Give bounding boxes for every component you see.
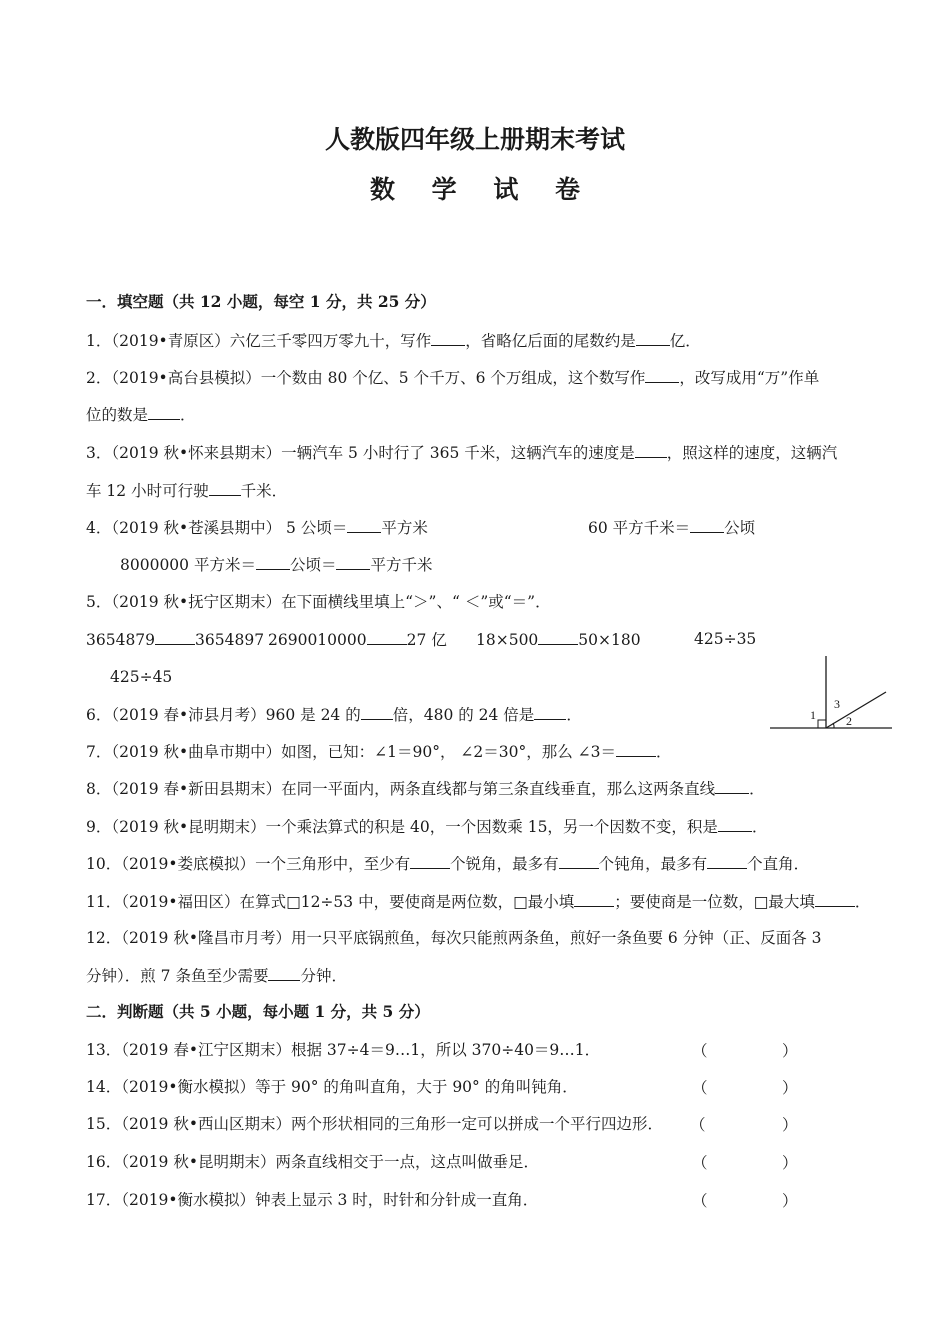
answer-blank[interactable] (347, 516, 381, 533)
q2-text-c: 位的数是 (86, 406, 149, 424)
q2-text-d: ． (180, 406, 196, 424)
q10-text-a: 10．（2019•娄底模拟）一个三角形中，至少有 (86, 855, 411, 873)
q4-text-e: 8000000 平方米＝ (120, 556, 256, 574)
angle-label-3: 3 (834, 697, 840, 711)
q9-text-a: 9．（2019 秋•昆明期末）一个乘法算式的积是 40，一个因数乘 15，另一个因数不变，积是 (86, 818, 718, 836)
question-9 (86, 815, 767, 838)
angle-label-1: 1 (810, 708, 816, 722)
q5-text-e: 27 亿 (406, 631, 447, 649)
answer-paren-open[interactable]: （ (692, 1042, 708, 1060)
answer-paren-open[interactable]: （ (692, 1154, 708, 1172)
q5-text-b: 3654879 (86, 631, 156, 649)
answer-blank[interactable] (616, 740, 656, 757)
question-16: 16．（2019 秋•昆明期末）两条直线相交于一点，这点叫做垂足． (86, 1153, 539, 1171)
answer-paren-close: ） (782, 1192, 798, 1210)
q3-text-c: 车 12 小时可行驶 (86, 482, 209, 500)
answer-blank[interactable] (690, 516, 724, 533)
q4-text-f: 公顷＝ (289, 556, 337, 574)
q7-text-a: 7．（2019 秋•曲阜市期中）如图，已知：∠1＝90°， ∠2＝30°，那么 ∠3＝ (86, 743, 616, 761)
question-6 (86, 703, 582, 726)
q6-text-c: ． (566, 706, 582, 724)
q8-text-b: ． (749, 780, 765, 798)
answer-blank[interactable] (715, 777, 749, 794)
answer-blank[interactable] (815, 890, 855, 907)
answer-blank[interactable] (410, 852, 450, 869)
section-heading-true-false: 二．判断题（共 5 小题，每小题 1 分，共 5 分） (86, 1002, 430, 1021)
q7-text-b: ． (655, 743, 672, 761)
question-7 (86, 740, 672, 763)
q1-text-b: ，省略亿后面的尾数约是 (465, 332, 636, 350)
question-4 (86, 516, 428, 539)
right-angle-mark (818, 720, 826, 728)
angle-label-2: 2 (846, 714, 852, 728)
question-14: 14．（2019•衡水模拟）等于 90° 的角叫直角，大于 90° 的角叫钝角． (86, 1078, 578, 1096)
answer-blank[interactable] (574, 890, 614, 907)
q5-text-c: 3654897 (195, 631, 265, 649)
q5-text-h: 425÷35 (694, 630, 757, 648)
q12-text-c: 分钟． (300, 967, 347, 985)
section-heading-fill-in: 一．填空题（共 12 小题，每空 1 分，共 25 分） (86, 292, 436, 311)
answer-blank[interactable] (534, 703, 566, 720)
question-4-part-2 (588, 516, 755, 539)
q1-text-c: 亿． (669, 332, 701, 350)
answer-paren-open[interactable]: （ (692, 1079, 708, 1097)
answer-blank[interactable] (367, 628, 407, 645)
q1-text-a: 1．（2019•青原区）六亿三千零四万零九十，写作 (86, 332, 432, 350)
q2-text-a: 2．（2019•高台县模拟）一个数由 80 个亿、5 个千万、6 个万组成，这个数写作 (86, 369, 646, 387)
question-2-cont (86, 403, 196, 426)
answer-blank[interactable] (361, 703, 393, 720)
angle-arc (833, 723, 834, 728)
question-5-item-2 (268, 628, 447, 651)
answer-paren-close: ） (782, 1116, 798, 1134)
q4-text-a: 4．（2019 秋•苍溪县期中） 5 公顷＝ (86, 519, 348, 537)
page-title: 人教版四年级上册期末考试 (324, 125, 625, 154)
answer-blank[interactable] (636, 329, 670, 346)
q5-text-d: 2690010000 (268, 631, 367, 649)
question-17: 17．（2019•衡水模拟）钟表上显示 3 时，时针和分针成一直角． (86, 1191, 539, 1209)
answer-paren-open[interactable]: （ (690, 1116, 706, 1134)
question-2 (86, 366, 819, 389)
q4-text-g: 平方千米 (370, 556, 433, 574)
question-12-cont (86, 964, 347, 987)
answer-blank[interactable] (155, 628, 195, 645)
q11-text-b: ；要使商是一位数，□最大填 (614, 893, 815, 911)
angle-figure (768, 652, 894, 732)
question-8 (86, 777, 765, 800)
q4-text-b: 平方米 (381, 519, 428, 537)
q6-text-b: 倍，480 的 24 倍是 (392, 706, 535, 724)
answer-blank[interactable] (707, 852, 747, 869)
q11-text-c: ． (854, 893, 871, 911)
answer-blank[interactable] (336, 553, 370, 570)
q10-text-c: 个钝角，最多有 (598, 855, 708, 873)
question-10 (86, 852, 809, 875)
question-13: 13．（2019 春•江宁区期末）根据 37÷4＝9…1，所以 370÷40＝9…1． (86, 1041, 601, 1059)
answer-paren-close: ） (782, 1154, 798, 1172)
q9-text-b: ． (751, 818, 768, 836)
q3-text-d: 千米． (240, 482, 288, 500)
q5-text-f: 18×500 (476, 631, 539, 649)
answer-blank[interactable] (209, 479, 241, 496)
answer-blank[interactable] (256, 553, 290, 570)
answer-paren-open[interactable]: （ (692, 1192, 708, 1210)
question-3-cont (86, 479, 287, 502)
answer-blank[interactable] (635, 441, 667, 458)
question-3 (86, 441, 837, 464)
answer-blank[interactable] (718, 815, 752, 832)
q6-text-a: 6．（2019 春•沛县月考）960 是 24 的 (86, 706, 361, 724)
answer-blank[interactable] (431, 329, 465, 346)
question-1 (86, 329, 701, 352)
question-11 (86, 890, 870, 913)
q5-text-i: 425÷45 (110, 668, 173, 686)
q3-text-a: 3．（2019 秋•怀来县期末）一辆汽车 5 小时行了 365 千米，这辆汽车的速度是 (86, 444, 635, 462)
answer-blank[interactable] (559, 852, 599, 869)
q2-text-b: ，改写成用“万”作单 (679, 369, 820, 387)
question-4-part-3 (120, 553, 433, 576)
question-15: 15．（2019 秋•西山区期末）两个形状相同的三角形一定可以拼成一个平行四边形． (86, 1115, 663, 1133)
question-5-item-3 (476, 628, 641, 651)
q3-text-b: ，照这样的速度，这辆汽 (666, 444, 838, 462)
q4-text-d: 公顷 (724, 519, 756, 537)
answer-paren-close: ） (782, 1079, 798, 1097)
question-12: 12．（2019 秋•隆昌市月考）用一只平底锅煎鱼，每次只能煎两条鱼，煎好一条鱼要 6 分钟（正、反面各 3 (86, 929, 822, 947)
answer-blank[interactable] (645, 366, 679, 383)
question-5-item-1 (86, 628, 264, 651)
answer-blank[interactable] (268, 964, 300, 981)
q10-text-b: 个锐角，最多有 (450, 855, 559, 873)
question-5: 5．（2019 秋•抚宁区期末）在下面横线里填上“＞”、“ ＜”或“＝”． (86, 593, 551, 611)
answer-blank[interactable] (148, 403, 180, 420)
answer-blank[interactable] (538, 628, 578, 645)
q8-text-a: 8．（2019 春•新田县期末）在同一平面内，两条直线都与第三条直线垂直，那么这两条直线 (86, 780, 716, 798)
q4-text-c: 60 平方千米＝ (588, 519, 691, 537)
q12-text-b: 分钟）．煎 7 条鱼至少需要 (86, 967, 269, 985)
q11-text-a: 11．（2019•福田区）在算式□12÷53 中，要使商是两位数，□最小填 (86, 893, 575, 911)
page-subtitle: 数 学 试 卷 (369, 175, 595, 204)
answer-paren-close: ） (782, 1042, 798, 1060)
q5-text-g: 50×180 (578, 631, 641, 649)
q10-text-d: 个直角． (747, 855, 810, 873)
